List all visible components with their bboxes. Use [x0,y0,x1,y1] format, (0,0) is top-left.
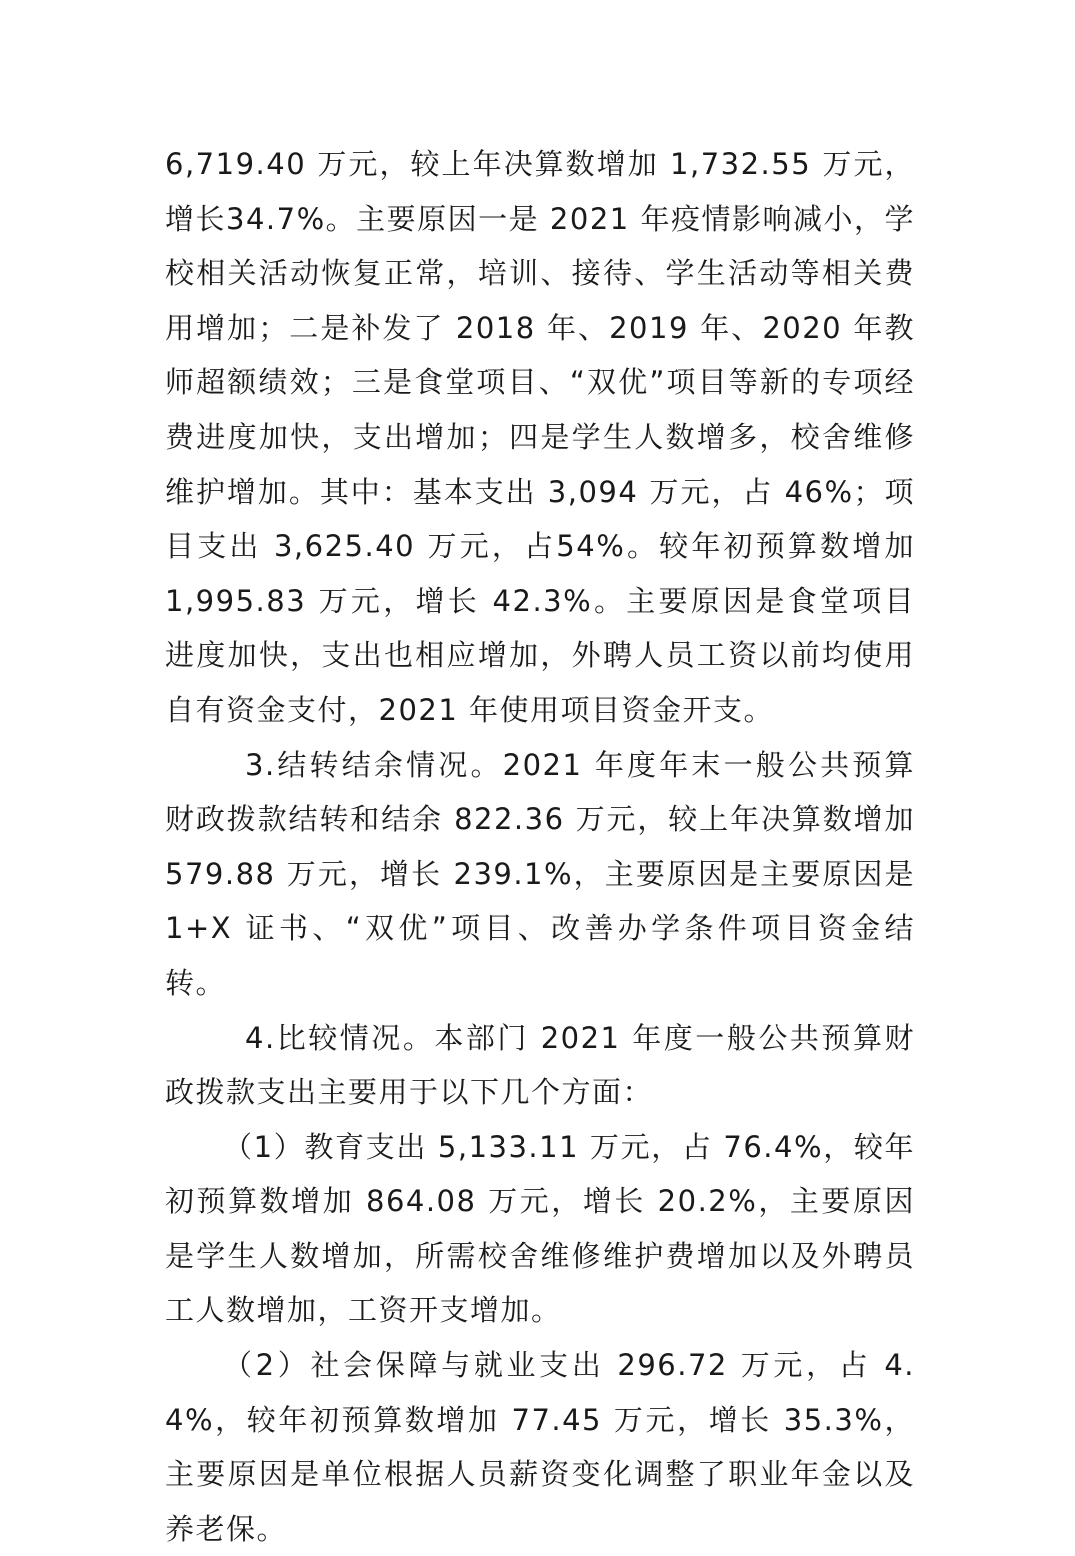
paragraph-social-security-expenditure: （2）社会保障与就业支出 296.72 万元，占 4.4%，较年初预算数增加 77.45 万元，增长 35.3%，主要原因是单位根据人员薪资变化调整了职业年金以及养老保。 [165,1348,915,1546]
paragraph-carryover-balance: 3.结转结余情况。2021 年度年末一般公共预算财政拨款结转和结余 822.36 万元，较上年决算数增加 579.88 万元，增长 239.1%，主要原因是主要原因是 1+X 证书、“双优”项目、改善办学条件项目资金结转。 [165,747,915,1000]
paragraph-expenditure-summary: 6,719.40 万元，较上年决算数增加 1,732.55 万元，增长34.7%。主要原因一是 2021 年疫情影响减小，学校相关活动恢复正常，培训、接待、学生活动等相关费用增加；二是补发了 2018 年、2019 年、2020 年教师超额绩效；三是食堂项目、“双优”项目等新的专项经费进度加快，支出增加；四是学生人数增多，校舍维修维护增加。其中：基本支出 3,094 万元，占 46%；项目支出 3,625.40 万元，占54%。较年初预算数增加 1,995.83 万元，增长 42.3%。主要原因是食堂项目进度加快，支出也相应增加，外聘人员工资以前均使用自有资金支付，2021 年使用项目资金开支。 [165,147,915,727]
paragraph-comparison-intro: 4.比较情况。本部门 2021 年度一般公共预算财政拨款支出主要用于以下几个方面： [165,1020,915,1110]
document-body [165,137,915,1556]
paragraph-education-expenditure: （1）教育支出 5,133.11 万元，占 76.4%，较年初预算数增加 864.08 万元，增长 20.2%，主要原因是学生人数增加，所需校舍维修维护费增加以及外聘员工人数增加，工资开支增加。 [165,1129,915,1328]
